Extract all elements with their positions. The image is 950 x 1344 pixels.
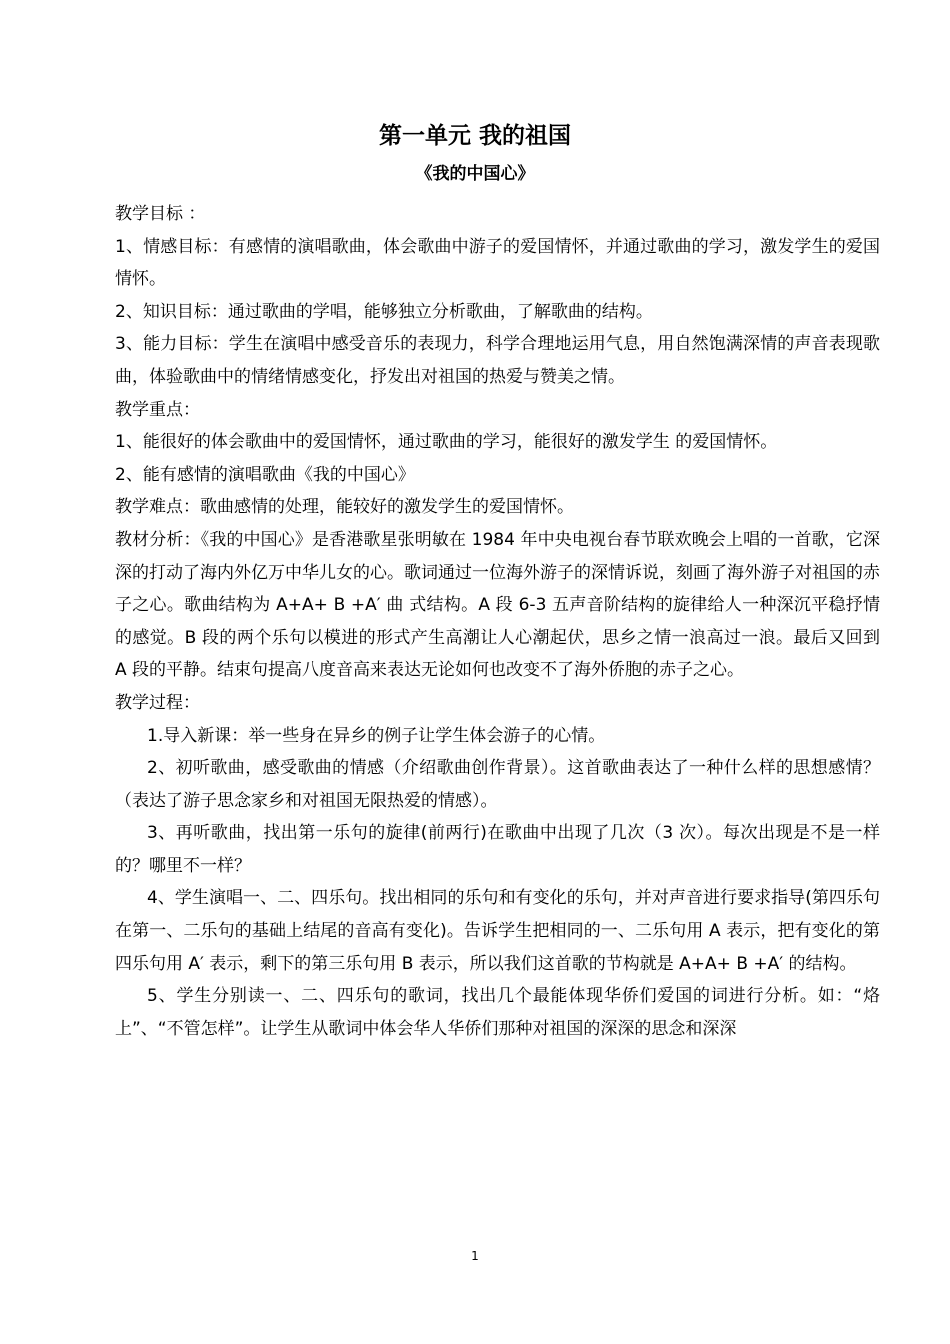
document-subtitle: 《我的中国心》 <box>415 164 535 184</box>
process-step-2: 2、初听歌曲，感受歌曲的情感（介绍歌曲创作背景）。这首歌曲表达了一种什么样的思想感情？ （表达了游子思念家乡和对祖国无限热爱的情感）。 <box>115 758 880 811</box>
process-step-1: 1.导入新课：举一些身在异乡的例子让学生体会游子的心情。 <box>147 725 606 746</box>
difficulty-paragraph: 教学难点：歌曲感情的处理，能较好的激发学生的爱国情怀。 <box>115 497 574 518</box>
process-step-4: 4、学生演唱一、二、四乐句。找出相同的乐句和有变化的乐句，并对声音进行要求指导(第四乐句在第一、二乐句的基础上结尾的音高有变化)。告诉学生把相同的一、二乐句用 A 表示，把有变化的第四乐句用 A′ 表示，剩下的第三乐句用 B 表示，所以我们这首歌的节构就是 A+A+ B +A′ 的结构。 <box>115 888 880 974</box>
section-heading-key-points: 教学重点： <box>115 399 200 420</box>
process-step-3: 3、再听歌曲，找出第一乐句的旋律(前两行)在歌曲中出现了几次（3 次）。每次出现是不是一样的？哪里不一样？ <box>115 823 880 876</box>
document-title: 第一单元 我的祖国 <box>378 123 571 149</box>
process-step-5: 5、学生分别读一、二、四乐句的歌词，找出几个最能体现华侨们爱国的词进行分析。如：“烙上”、“不管怎样”。让学生从歌词中体会华人华侨们那种对祖国的深深的思念和深深 <box>115 986 880 1039</box>
key-point-item-2: 2、能有感情的演唱歌曲《我的中国心》 <box>115 464 415 485</box>
section-heading-goals: 教学目标 ： <box>115 204 206 224</box>
material-analysis-paragraph: 教材分析：《我的中国心》是香港歌星张明敏在 1984 年中央电视台春节联欢晚会上唱的一首歌，它深深的打动了海内外亿万中华儿女的心。歌词通过一位海外游子的深情诉说，刻画了海外游子对祖国的赤子之心。歌曲结构为 A+A+ B +A′ 曲 式结构。A 段 6-3 五声音阶结构的旋律给人一种深沉平稳抒情的感觉。B 段的两个乐句以模进的形式产生高潮让人心潮起伏，思乡之情一浪高过一浪。最后又回到 A 段的平静。结束句提高八度音高来表达无论如何也改变不了海外侨胞的赤子之心。 <box>115 529 880 681</box>
goal-item-3: 3、能力目标：学生在演唱中感受音乐的表现力，科学合理地运用气息，用自然饱满深情的声音表现歌曲，体验歌曲中的情绪情感变化，抒发出对祖国的热爱与赞美之情。 <box>115 334 880 387</box>
key-point-item-1: 1、能很好的体会歌曲中的爱国情怀，通过歌曲的学习，能很好的激发学生 的爱国情怀。 <box>115 432 778 453</box>
goal-item-1: 1、情感目标：有感情的演唱歌曲，体会歌曲中游子的爱国情怀，并通过歌曲的学习，激发学生的爱国情怀。 <box>115 236 880 290</box>
document-body <box>115 198 880 1045</box>
section-heading-process: 教学过程： <box>115 692 200 713</box>
goal-item-2: 2、知识目标：通过歌曲的学唱，能够独立分析歌曲，了解歌曲的结构。 <box>115 301 653 322</box>
page-number: 1 <box>471 1249 479 1263</box>
